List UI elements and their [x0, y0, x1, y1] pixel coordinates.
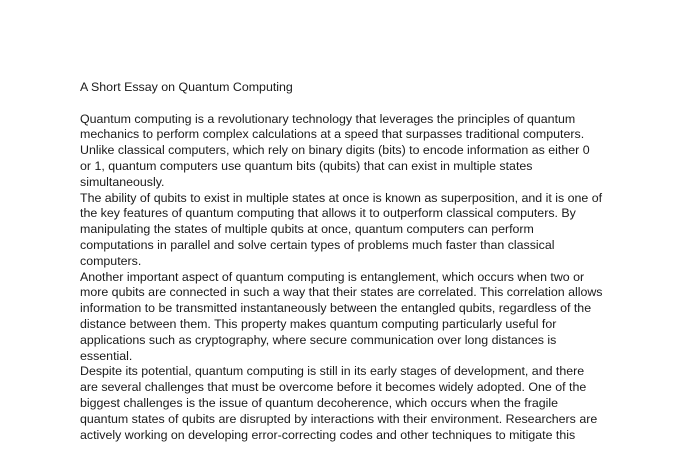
paragraph-intro: Quantum computing is a revolutionary technology that leverages the principles of quantum mechanics to perform complex calculations at a speed that surpasses traditional computers. Unlike classical computers, which rely on binary digits (bits) to encode information as either 0 or 1, quantum computers use quantum bits (qubits) that can exist in multiple states simultaneously.	[80, 111, 590, 189]
paragraph-superposition: The ability of qubits to exist in multiple states at once is known as superposition, and it is one of the key features of quantum computing that allows it to outperform classical computers. By manipulating the states of multiple qubits at once, quantum computers can perform computations in parallel and solve certain types of problems much faster than classical computers.	[80, 190, 603, 268]
paragraph-entanglement: Another important aspect of quantum computing is entanglement, which occurs when two or more qubits are connected in such a way that their states are correlated. This correlation allows information to be transmitted instantaneously between the entangled qubits, regardless of the distance between them. This property makes quantum computing particularly useful for applications such as cryptography, where secure communication over long distances is essential.	[80, 269, 603, 363]
document-body	[80, 80, 604, 443]
paragraph-challenges: Despite its potential, quantum computing is still in its early stages of development, and there are several challenges that must be overcome before it becomes widely adopted. One of the biggest challenges is the issue of quantum decoherence, which occurs when the fragile quantum states of qubits are disrupted by interactions with their environment. Researchers are actively working on developing error-correcting codes and other techniques to mitigate this	[80, 364, 598, 442]
document-title: A Short Essay on Quantum Computing	[80, 80, 293, 94]
